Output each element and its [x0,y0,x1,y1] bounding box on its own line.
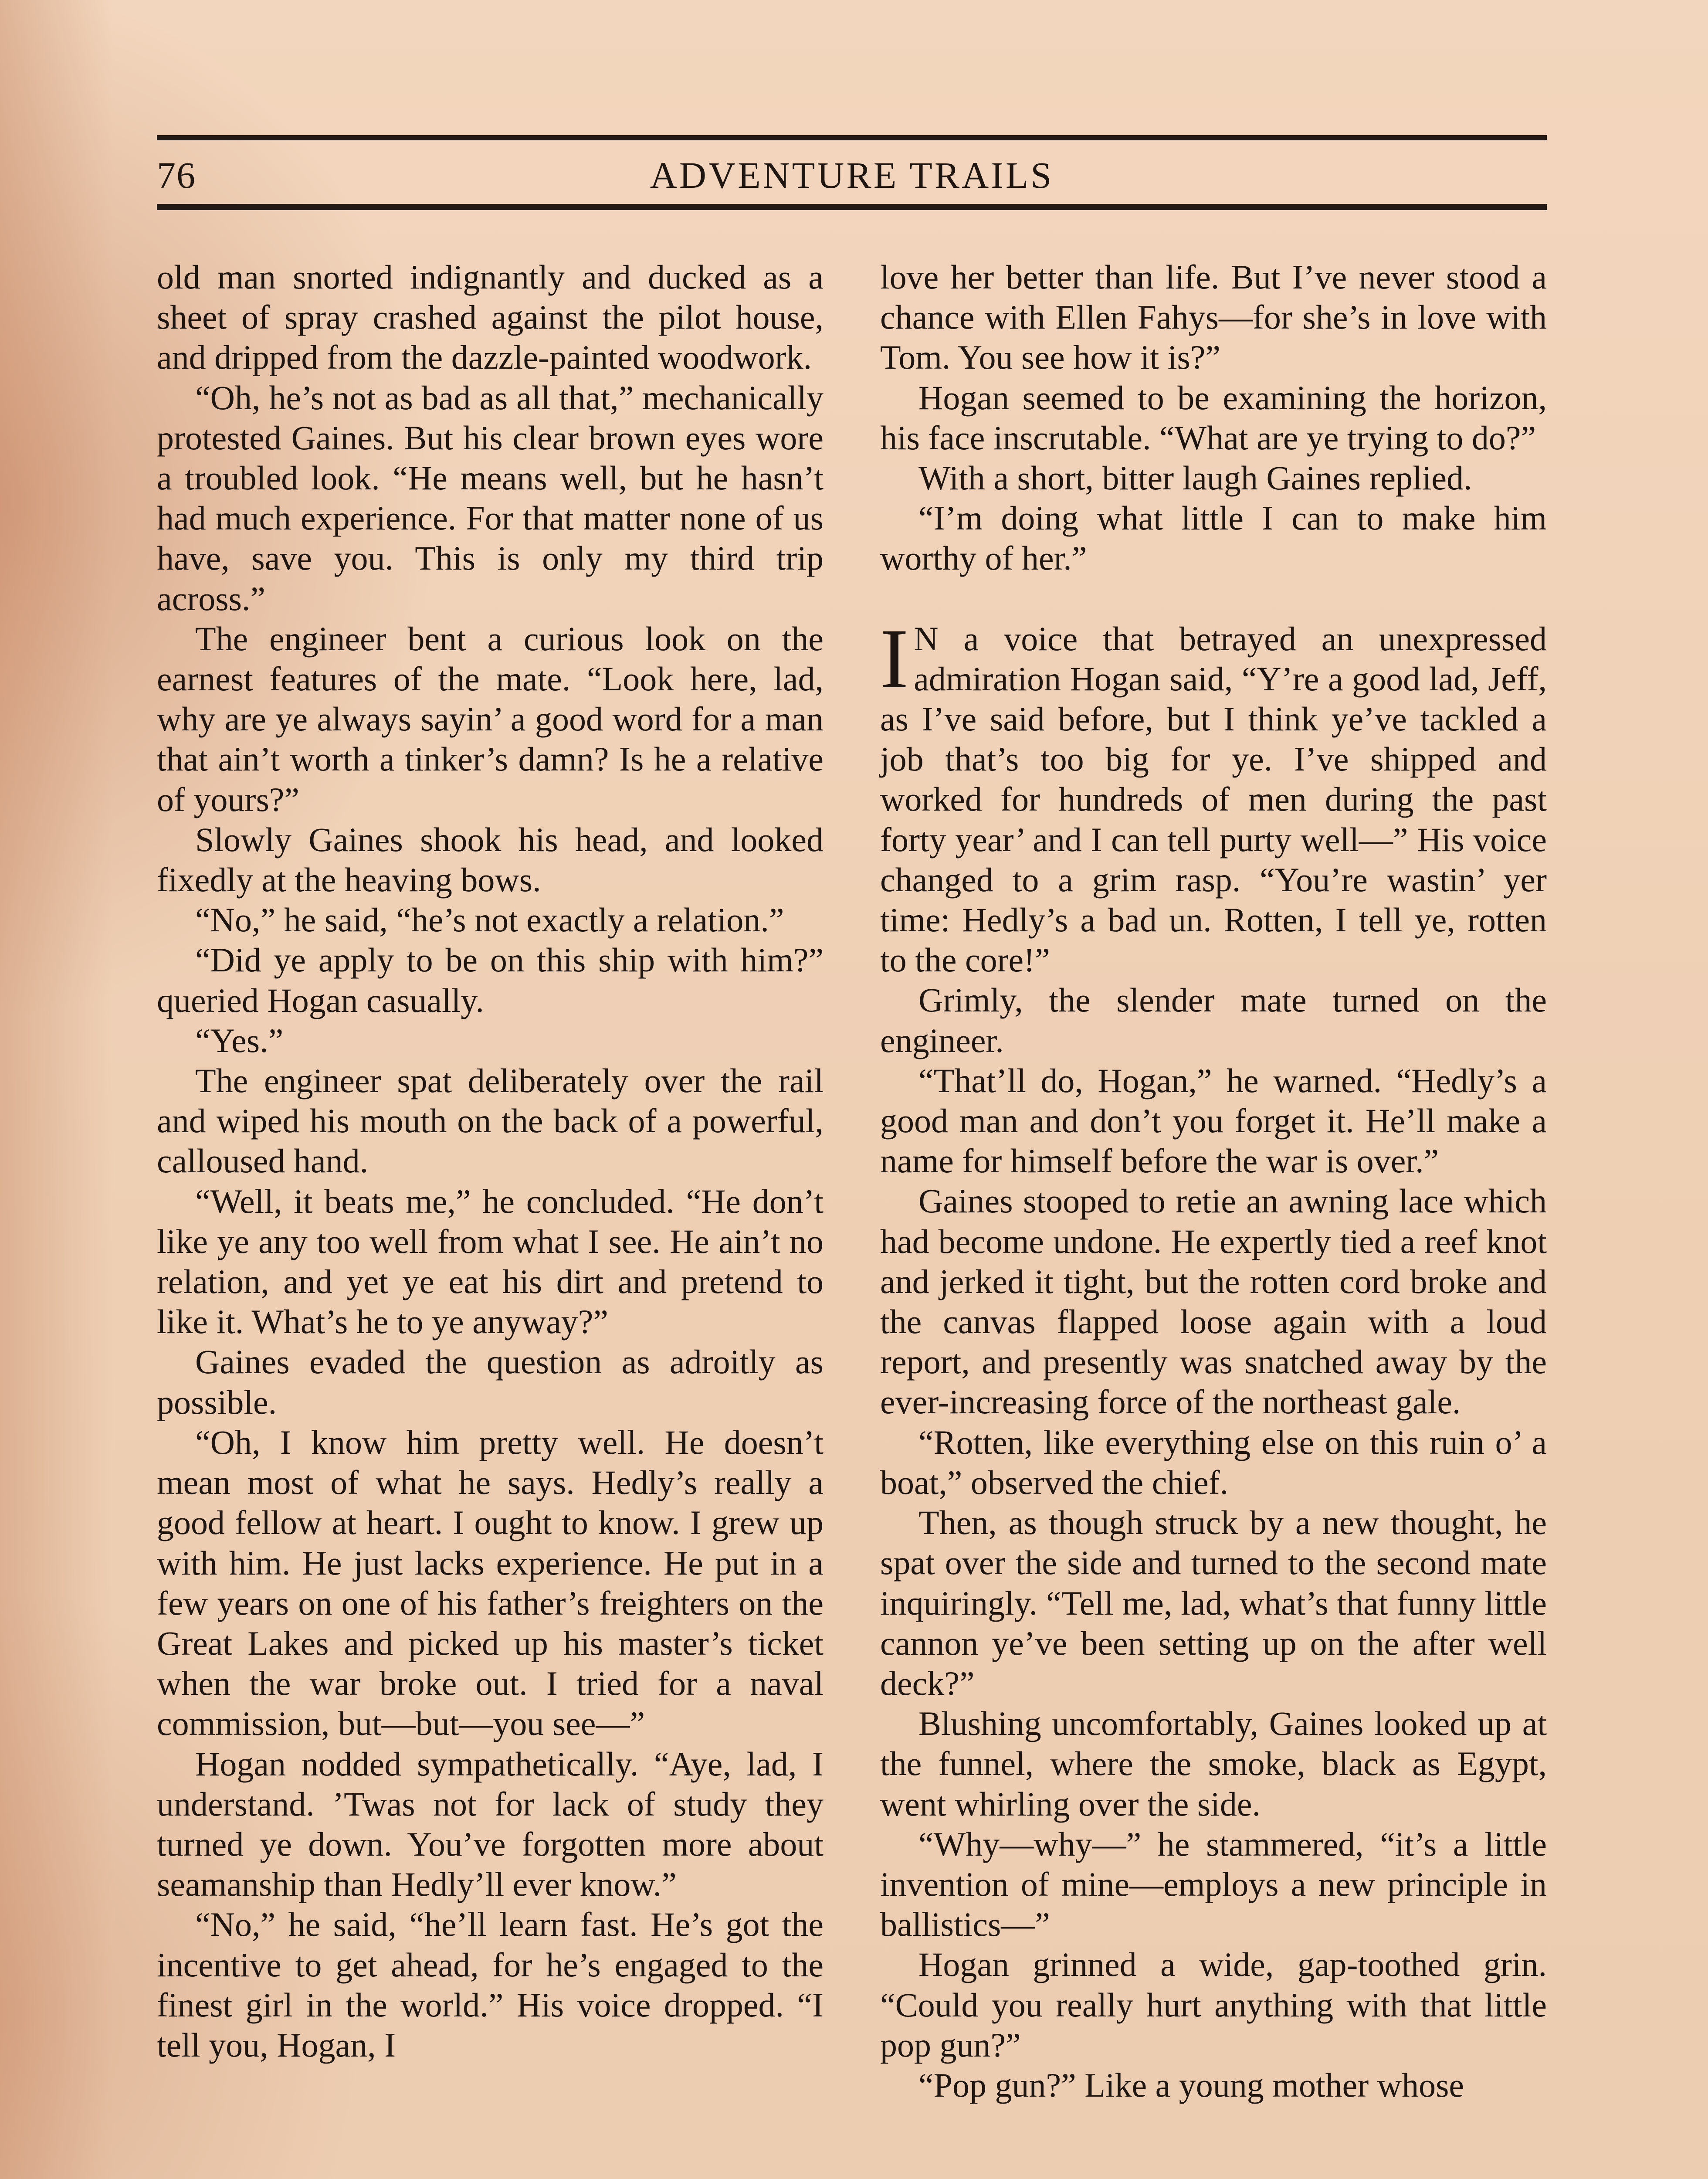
paragraph: Grimly, the slender mate turned on the engineer. [880,981,1547,1059]
paragraph: Gaines stooped to retie an awning lace which had become undone. He expertly tied a reef knot and jerked it tight, but the rotten cord broke and the canvas flapped loose again with a loud report, and presently was snatched away by the ever-increasing force of the northeast gale. [880,1182,1547,1421]
page-header [157,148,1547,200]
drop-cap: I [880,611,909,706]
paragraph: “Did ye apply to be on this ship with him?” queried Hogan casually. [157,941,824,1019]
paragraph: “Well, it beats me,” he concluded. “He don’t like ye any too well from what I see. He ain’t no relation, and yet ye eat his dirt and pretend to like it. What’s he to ye anyway?” [157,1182,824,1341]
page-number: 76 [157,154,196,196]
paragraph: “Why—why—” he stammered, “it’s a little invention of mine—employs a new principle in ballistics—” [880,1825,1547,1944]
paragraph: Hogan seemed to be examining the horizon, his face inscrutable. “What are ye trying to do?” [880,378,1547,457]
right-column [880,257,1547,2105]
paragraph: Blushing uncomfortably, Gaines looked up at the funnel, where the smoke, black as Egypt, went whirling over the side. [880,1704,1547,1823]
running-title: ADVENTURE TRAILS [650,154,1054,196]
paragraph: “That’ll do, Hogan,” he warned. “Hedly’s a good man and don’t you forget it. He’ll make a name for himself before the war is over.” [880,1061,1547,1180]
paragraph: “I’m doing what little I can to make him worthy of her.” [880,499,1547,577]
paragraph: Slowly Gaines shook his head, and looked fixedly at the heaving bows. [157,820,824,899]
paragraph: The engineer bent a curious look on the earnest features of the mate. “Look here, lad, why are ye always sayin’ a good word for a man that ain’t worth a tinker’s damn? Is he a relative of yours?” [157,619,824,818]
paragraph: love her better than life. But I’ve never stood a chance with Ellen Fahys—for she’s in love with Tom. You see how it is?” [880,258,1547,377]
magazine-page [157,135,1547,2179]
paragraph: “Pop gun?” Like a young mother whose [918,2066,1464,2104]
header-rule-bottom [157,204,1547,210]
paragraph: old man snorted indignantly and ducked as a sheet of spray crashed against the pilot house, and dripped from the dazzle-painted woodwork. [157,258,824,377]
paragraph: “Yes.” [195,1021,284,1059]
paragraph: “Oh, I know him pretty well. He doesn’t mean most of what he says. Hedly’s really a good fellow at heart. I ought to know. I grew up with him. He just lacks experience. He put in a few years on one of his father’s freighters on the Great Lakes and picked up his master’s ticket when the war broke out. I tried for a naval commission, but—but—you see—” [157,1423,824,1743]
paragraph: “No,” he said, “he’ll learn fast. He’s got the incentive to get ahead, for he’s engaged to the finest girl in the world.” His voice dropped. “I tell you, Hogan, I [157,1905,824,2064]
paragraph: “No,” he said, “he’s not exactly a relation.” [195,901,784,939]
paragraph: “Rotten, like everything else on this ruin o’ a boat,” observed the chief. [880,1423,1547,1501]
header-rule-top [157,135,1547,140]
paragraph: Hogan nodded sympathetically. “Aye, lad, I understand. ’Twas not for lack of study they turned ye down. You’ve forgotten more about seamanship than Hedly’ll ever know.” [157,1745,824,1904]
paragraph: Hogan grinned a wide, gap-toothed grin. “Could you really hurt anything with that little pop gun?” [880,1945,1547,2064]
paragraph: Gaines evaded the question as adroitly as possible. [157,1343,824,1421]
left-column [157,257,824,2065]
section-break-text: N a voice that betrayed an unexpressed admiration Hogan said, “Y’re a good lad, Jeff, as I’ve said before, but I think ye’ve tackled a job that’s too big for ye. I’ve shipped and worked for hundreds of men during the past forty year’ and I can tell purty well—” His voice changed to a grim rasp. “You’re wastin’ yer time: Hedly’s a bad un. Rotten, I tell ye, rotten to the core!” [880,619,1547,979]
section-break-paragraph [880,611,1547,981]
paragraph: With a short, bitter laugh Gaines replied. [918,459,1472,497]
paragraph: “Oh, he’s not as bad as all that,” mechanically protested Gaines. But his clear brown eyes wore a troubled look. “He means well, but he hasn’t had much experience. For that matter none of us have, save you. This is only my third trip across.” [157,378,824,618]
paragraph: The engineer spat deliberately over the rail and wiped his mouth on the back of a powerful, calloused hand. [157,1062,824,1180]
paragraph: Then, as though struck by a new thought, he spat over the side and turned to the second mate inquiringly. “Tell me, lad, what’s that funny little cannon ye’ve been setting up on the after well deck?” [880,1504,1547,1702]
